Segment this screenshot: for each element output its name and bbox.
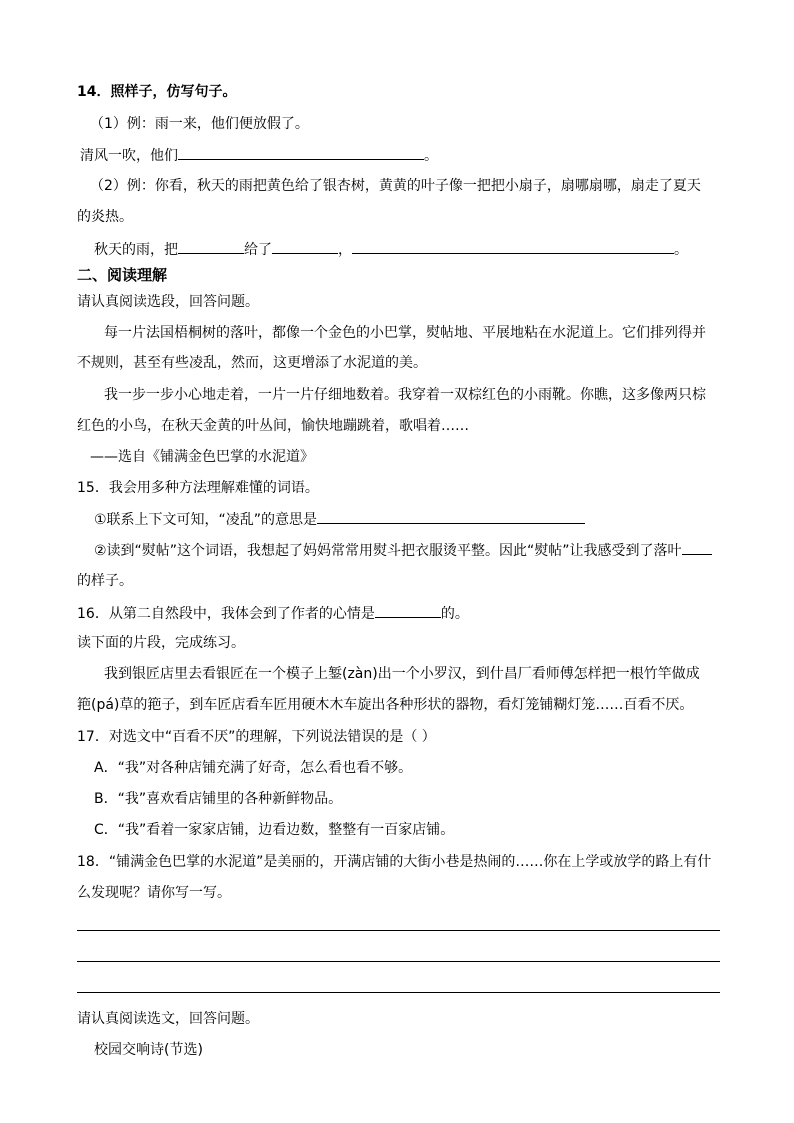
q17-option-a[interactable]: A．“我”对各种店铺充满了好奇，怎么看也看不够。 [94,760,413,776]
passage-1-para-2-line2: 红色的小鸟，在秋天金黄的叶丛间，愉快地蹦跳着，歌唱着…… [77,418,469,434]
passage-1-para-2-line1: 我一步一步小心地走着，一片一片仔细地数着。我穿着一双棕红色的小雨靴。你瞧，这多像两只棕 [104,387,706,403]
passage-3-intro: 请认真阅读选文，回答问题。 [77,1011,259,1027]
q17-title: 17．对选文中“百看不厌”的理解，下列说法错误的是（ ） [77,729,436,745]
q16 [77,603,469,623]
q14-example-1: （1）例：雨一来，他们便放假了。 [90,116,309,132]
q14-item-2 [94,239,688,259]
q14-title: 14．照样子，仿写句子。 [77,84,237,100]
q16-answer-blank[interactable] [375,603,441,618]
q15-answer-blank-a[interactable] [317,509,585,524]
q16-text: 16．从第二自然段中，我体会到了作者的心情是 [77,606,375,622]
passage-2-line1: 我到银匠店里去看银匠在一个模子上錾(zàn)出一个小罗汉，到什昌厂看师傅怎样把一根竹竿做成 [104,666,700,682]
q14-example-2-line2: 的炎热。 [77,209,133,225]
q14-item-2-part-b: 给了 [244,242,272,258]
q18-answer-line-2[interactable] [77,961,720,962]
passage-1-source: ——选自《铺满金色巴掌的水泥道》 [90,449,314,465]
q18-line1: 18．“铺满金色巴掌的水泥道”是美丽的，开满店铺的大街小巷是热闹的……你在上学或放学的路上有什 [77,854,712,870]
q14-item-1-prompt: 清风一吹，他们 [80,148,178,164]
q14-item-1 [80,145,438,165]
q15-title: 15．我会用多种方法理解难懂的词语。 [77,480,319,496]
passage-1-para-1-line2: 不规则，甚至有些凌乱，然而，这更增添了水泥道的美。 [77,355,427,371]
q14-item-2-part-a: 秋天的雨，把 [94,242,178,258]
q15-item-a [94,509,585,529]
q14-answer-blank-2[interactable] [178,239,244,254]
q15-item-a-text: ①联系上下文可知，“凌乱”的意思是 [94,512,318,528]
q14-answer-blank-1[interactable] [178,145,424,160]
q15-item-b-line1 [94,540,712,560]
q16-end: 的。 [440,606,469,622]
passage-3-title: 校园交响诗(节选) [94,1042,203,1058]
q14-answer-blank-4[interactable] [352,239,674,254]
q15-answer-blank-b[interactable] [682,540,712,555]
q17-option-b[interactable]: B．“我”喜欢看店铺里的各种新鲜物品。 [94,791,343,807]
q14-item-2-end: 。 [674,242,688,258]
q18-answer-line-1[interactable] [77,930,720,931]
q14-example-2-line1: （2）例：你看，秋天的雨把黄色给了银杏树，黄黄的叶子像一把把小扇子，扇哪扇哪，扇走了夏天 [90,178,701,194]
q14-answer-blank-3[interactable] [272,239,338,254]
passage-1-intro: 请认真阅读选段，回答问题。 [77,294,259,310]
passage-2-line2: 筢(pá)草的筢子，到车匠店看车匠用硬木木车旋出各种形状的器物，看灯笼铺糊灯笼……百看不厌。 [77,697,694,713]
q15-item-b-text: ②读到“熨帖”这个词语，我想起了妈妈常常用熨斗把衣服烫平整。因此“熨帖”让我感受到了落叶 [94,543,682,559]
q18-line2: 么发现呢？请你写一写。 [77,885,231,901]
q17-option-c[interactable]: C．“我”看着一家家店铺，边看边数，整整有一百家店铺。 [94,822,455,838]
q15-item-b-line2: 的样子。 [77,573,133,589]
q14-item-2-part-c: ， [338,242,352,258]
passage-1-para-1-line1: 每一片法国梧桐树的落叶，都像一个金色的小巴掌，熨帖地、平展地粘在水泥道上。它们排列得并 [104,325,706,341]
q14-item-1-end: 。 [424,148,438,164]
passage-2-intro: 读下面的片段，完成练习。 [77,635,245,651]
section-2-heading: 二、阅读理解 [77,266,168,284]
q18-answer-line-3[interactable] [77,992,720,993]
